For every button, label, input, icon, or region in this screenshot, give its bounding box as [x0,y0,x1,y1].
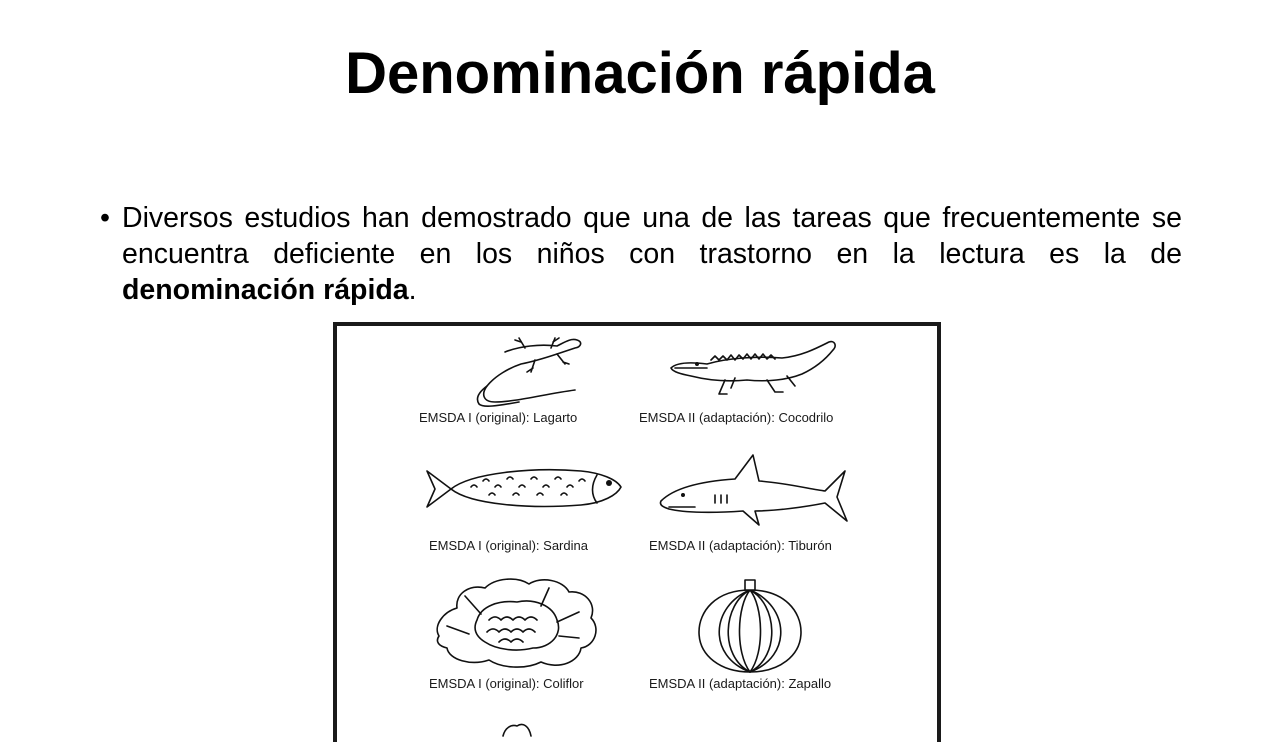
caption-tiburon: EMSDA II (adaptación): Tiburón [649,538,832,553]
caption-zapallo: EMSDA II (adaptación): Zapallo [649,676,832,691]
bullet-text [122,200,1182,308]
crocodile-icon [667,338,842,403]
bullet-text-bold: denominación rápida [122,274,409,306]
bullet-text-part1: Diversos estudios han demostrado que una de las tareas que frecuentemente se encuentra deficiente en los niños con trastorno en la lectura es la de [122,202,1182,270]
caption-lagarto: EMSDA I (original): Lagarto [419,410,578,425]
figure-panel [333,322,941,742]
cauliflower-icon [429,576,604,671]
bullet-text-part2: . [408,274,417,306]
bullet-paragraph [100,200,1182,308]
caption-sardina: EMSDA I (original): Sardina [429,538,588,553]
bullet-dot: • [100,202,110,234]
caption-cocodrilo: EMSDA II (adaptación): Cocodrilo [639,410,834,425]
lizard-icon [465,334,595,409]
shark-icon [655,451,850,536]
sardine-icon [421,463,626,515]
slide-title: Denominación rápida [345,41,935,106]
caption-coliflor: EMSDA I (original): Coliflor [429,676,584,691]
pumpkin-icon [695,576,805,676]
partial-drawing-icon [497,716,537,736]
